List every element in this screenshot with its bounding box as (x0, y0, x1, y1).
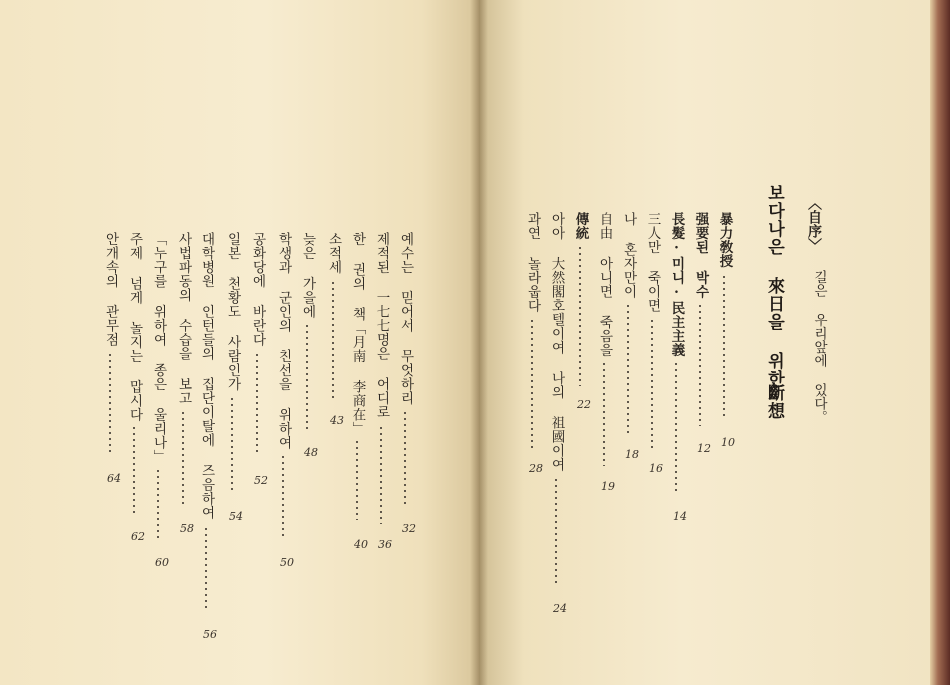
left-toc-page-number: 36 (378, 538, 392, 551)
right-toc-page-number: 10 (721, 436, 735, 449)
right-toc-entry-title: 長髮·미니·民主主義 (668, 212, 685, 357)
left-toc-page-number: 56 (203, 628, 217, 641)
preface-label: 〈自序〉 (806, 196, 822, 252)
right-toc-leader-dots (579, 245, 581, 386)
right-toc-page-number: 14 (673, 510, 687, 523)
left-toc-page-number: 40 (354, 538, 368, 551)
left-toc-page-number: 60 (155, 556, 169, 569)
right-toc-entry-title: 나 혼자만이 (620, 212, 637, 299)
right-toc-page-number: 12 (697, 442, 711, 455)
left-toc-entry-title: 일본 천황도 사람인가 (224, 232, 241, 391)
left-toc-entry-title: 소적세 (325, 232, 342, 274)
left-toc-leader-dots (182, 410, 184, 504)
right-toc-leader-dots (555, 477, 557, 586)
left-toc-page-number: 48 (304, 446, 318, 459)
left-toc-entry-title: 예수는 믿어서 무엇하리 (397, 232, 414, 405)
section-title: 보다나은 來日을 위한 (764, 184, 784, 388)
right-toc-leader-dots (675, 361, 677, 494)
left-toc-page-number: 54 (229, 510, 243, 523)
right-toc-entry-title: 아아 大然閣호텔이여 나의 祖國이여 (548, 212, 565, 472)
left-toc-page-number: 50 (280, 556, 294, 569)
left-toc-leader-dots (404, 410, 406, 508)
left-toc-entry-title: 한 권의 책「月南 李商在」 (349, 232, 366, 436)
right-toc-page-number: 28 (529, 462, 543, 475)
left-toc-leader-dots (109, 352, 111, 454)
book-cover-edge (930, 0, 950, 685)
left-toc-leader-dots (157, 468, 159, 540)
left-toc-entry-title: 제적된 一七七명은 어디로 (373, 232, 390, 419)
left-toc-leader-dots (205, 526, 207, 610)
left-toc-page-number: 52 (254, 474, 268, 487)
right-page (479, 0, 930, 685)
left-toc-entry-title: 사법파동의 수습을 보고 (175, 232, 192, 405)
left-toc-leader-dots (282, 454, 284, 537)
left-toc-entry-title: 대학병원 인턴들의 집단이탈에 즈음하여 (198, 232, 215, 520)
right-toc-leader-dots (723, 274, 725, 420)
right-toc-entry-title: 傳統 (572, 212, 589, 240)
left-toc-leader-dots (256, 352, 258, 456)
right-toc-leader-dots (603, 361, 605, 466)
right-toc-entry-title: 三人만 죽이면 (644, 212, 661, 313)
left-toc-entry-title: 공화당에 바란다 (249, 232, 266, 347)
right-toc-page-number: 16 (649, 462, 663, 475)
left-toc-leader-dots (133, 425, 135, 517)
right-toc-entry-title: 과연 놀라웁다 (524, 212, 541, 313)
left-toc-leader-dots (356, 439, 358, 520)
right-toc-page-number: 22 (577, 398, 591, 411)
left-toc-page-number: 32 (402, 522, 416, 535)
left-toc-entry-title: 「누구를 위하여 종은 울리나」 (150, 232, 167, 464)
right-toc-entry-title: 暴力敎授 (716, 212, 733, 268)
left-toc-leader-dots (231, 396, 233, 495)
left-toc-entry-title: 늦은 가을에 (299, 232, 316, 319)
left-toc-entry-title: 안개속의 관무점 (102, 232, 119, 347)
left-toc-leader-dots (306, 323, 308, 432)
left-toc-entry-title: 학생과 군인의 친선을 위하여 (275, 232, 292, 450)
right-toc-page-number: 19 (601, 480, 615, 493)
left-toc-entry-title: 주제 넘게 놀지는 맙시다 (126, 232, 143, 422)
left-toc-leader-dots (332, 280, 334, 401)
book-gutter (470, 0, 488, 685)
right-toc-page-number: 24 (553, 602, 567, 615)
right-toc-leader-dots (651, 318, 653, 449)
section-title-suffix: 斷想 (764, 384, 784, 420)
preface-subtitle: 길은 우리앞에 있다。 (811, 270, 827, 424)
left-toc-leader-dots (380, 425, 382, 525)
left-toc-page-number: 58 (180, 522, 194, 535)
left-toc-page-number: 43 (330, 414, 344, 427)
right-toc-page-number: 18 (625, 448, 639, 461)
right-toc-leader-dots (531, 318, 533, 449)
left-toc-page-number: 64 (107, 472, 121, 485)
right-toc-entry-title: 自由 아니면 죽음을 (596, 212, 613, 357)
right-toc-leader-dots (627, 303, 629, 436)
right-toc-leader-dots (699, 303, 701, 426)
left-toc-page-number: 62 (131, 530, 145, 543)
right-toc-entry-title: 强要된 박수 (692, 212, 709, 299)
